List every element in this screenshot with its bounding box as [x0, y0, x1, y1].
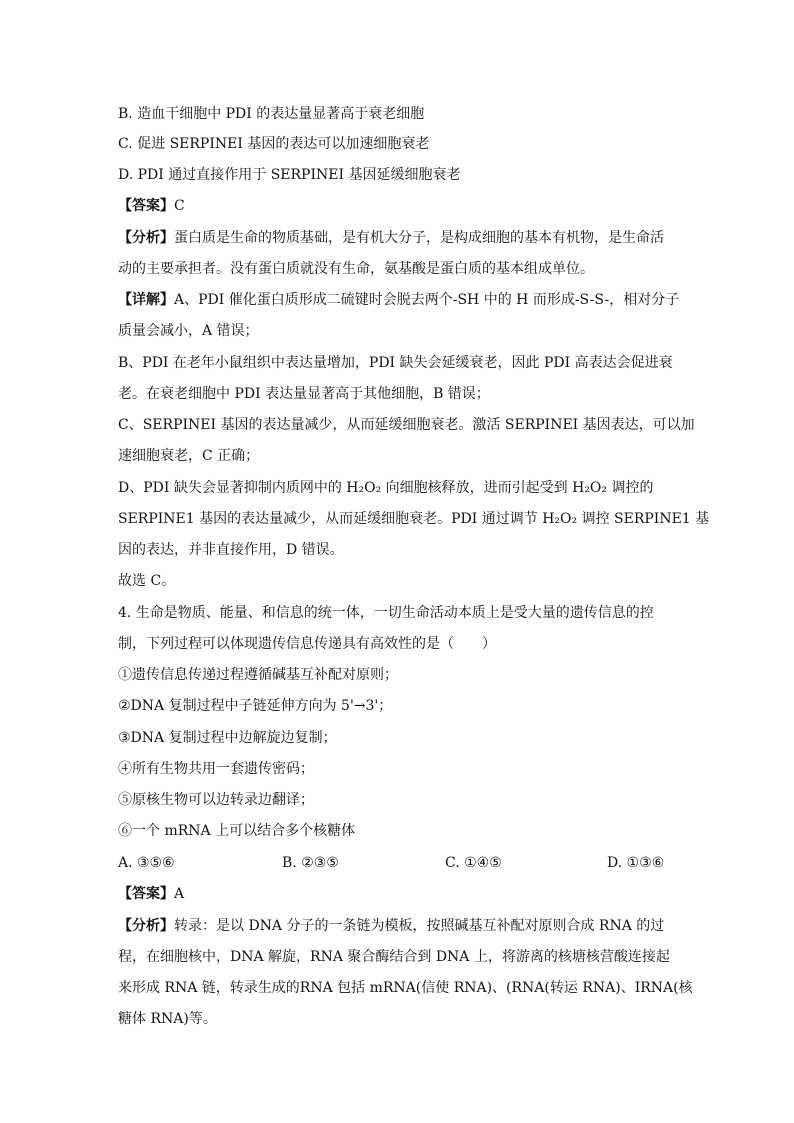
- question-stem: 制，下列过程可以体现遗传信息传递具有高效性的是（ ）: [118, 636, 496, 652]
- choice-c: C. ①④⑤: [445, 855, 502, 871]
- detail-line: 质量会减小，A 错误；: [118, 323, 259, 339]
- statement-1: ①遗传信息传递过程遵循碱基互补配对原则；: [118, 667, 398, 683]
- option-c-line: C. 促进 SERPINEI 基因的表达可以加速细胞衰老: [118, 136, 430, 152]
- analysis-line: 动的主要承担者。没有蛋白质就没有生命，氨基酸是蛋白质的基本组成单位。: [118, 261, 594, 277]
- question-stem: 4. 生命是物质、能量、和信息的统一体，一切生命活动本质上是受大量的遗传信息的控: [118, 605, 654, 621]
- detail-line: 老。在衰老细胞中 PDI 表达量显著高于其他细胞，B 错误；: [118, 386, 490, 402]
- statement-4: ④所有生物共用一套遗传密码；: [118, 761, 314, 777]
- analysis-line: 糖体 RNA)等。: [118, 1011, 217, 1027]
- analysis-tag: 【分析】: [118, 230, 174, 246]
- detail-line: 因的表达，并非直接作用，D 错误。: [118, 542, 344, 558]
- answer-value: A: [174, 886, 185, 902]
- analysis-line: [118, 228, 664, 248]
- option-b-line: B. 造血干细胞中 PDI 的表达量显著高于衰老细胞: [118, 106, 425, 122]
- detail-line: SERPINE1 基因的表达量减少，从而延缓细胞衰老。PDI 通过调节 H₂O₂ 调控 SERPINE1 基: [118, 511, 710, 527]
- conclusion-line: 故选 C。: [118, 573, 176, 589]
- answer-line: [118, 196, 185, 216]
- answer-value: C: [174, 198, 185, 214]
- choice-b: B. ②③⑤: [282, 855, 339, 871]
- choice-a: A. ③⑤⑥: [118, 855, 175, 871]
- answer-tag: 【答案】: [118, 886, 174, 902]
- answer-line: [118, 884, 184, 904]
- analysis-text: 转录：是以 DNA 分子的一条链为模板，按照碱基互补配对原则合成 RNA 的过: [174, 918, 665, 934]
- detail-line: D、PDI 缺失会显著抑制内质网中的 H₂O₂ 向细胞核释放，进而引起受到 H₂O₂ 调控的: [118, 480, 654, 496]
- analysis-text: 蛋白质是生命的物质基础，是有机大分子，是构成细胞的基本有机物，是生命活: [174, 230, 664, 246]
- statement-6: ⑥一个 mRNA 上可以结合多个核糖体: [118, 823, 356, 839]
- answer-tag: 【答案】: [118, 198, 174, 214]
- detail-line: 速细胞衰老，C 正确；: [118, 448, 260, 464]
- detail-tag: 【详解】: [118, 292, 174, 308]
- statement-2: ②DNA 复制过程中子链延伸方向为 5'→3'；: [118, 698, 393, 714]
- detail-line: [118, 290, 679, 310]
- detail-line: B、PDI 在老年小鼠组织中表达量增加，PDI 缺失会延缓衰老，因此 PDI 高表达会促进衰: [118, 355, 673, 371]
- analysis-tag: 【分析】: [118, 918, 174, 934]
- option-d-line: D. PDI 通过直接作用于 SERPINEI 基因延缓细胞衰老: [118, 167, 461, 183]
- analysis-line: 来形成 RNA 链，转录生成的RNA 包括 mRNA(信使 RNA)、(RNA(转运 RNA)、IRNA(核: [118, 980, 693, 996]
- statement-5: ⑤原核生物可以边转录边翻译；: [118, 792, 314, 808]
- choice-d: D. ①③⑥: [607, 855, 665, 871]
- analysis-line: 程，在细胞核中，DNA 解旋，RNA 聚合酶结合到 DNA 上，将游离的核塘核营酸连接起: [118, 949, 670, 965]
- detail-text: A、PDI 催化蛋白质形成二硫键时会脱去两个-SH 中的 H 而形成-S-S-，相对分子: [174, 292, 680, 308]
- analysis-line: [118, 916, 664, 936]
- statement-3: ③DNA 复制过程中边解旋边复制；: [118, 730, 337, 746]
- detail-line: C、SERPINEI 基因的表达量减少，从而延缓细胞衰老。激活 SERPINEI 基因表达，可以加: [118, 417, 695, 433]
